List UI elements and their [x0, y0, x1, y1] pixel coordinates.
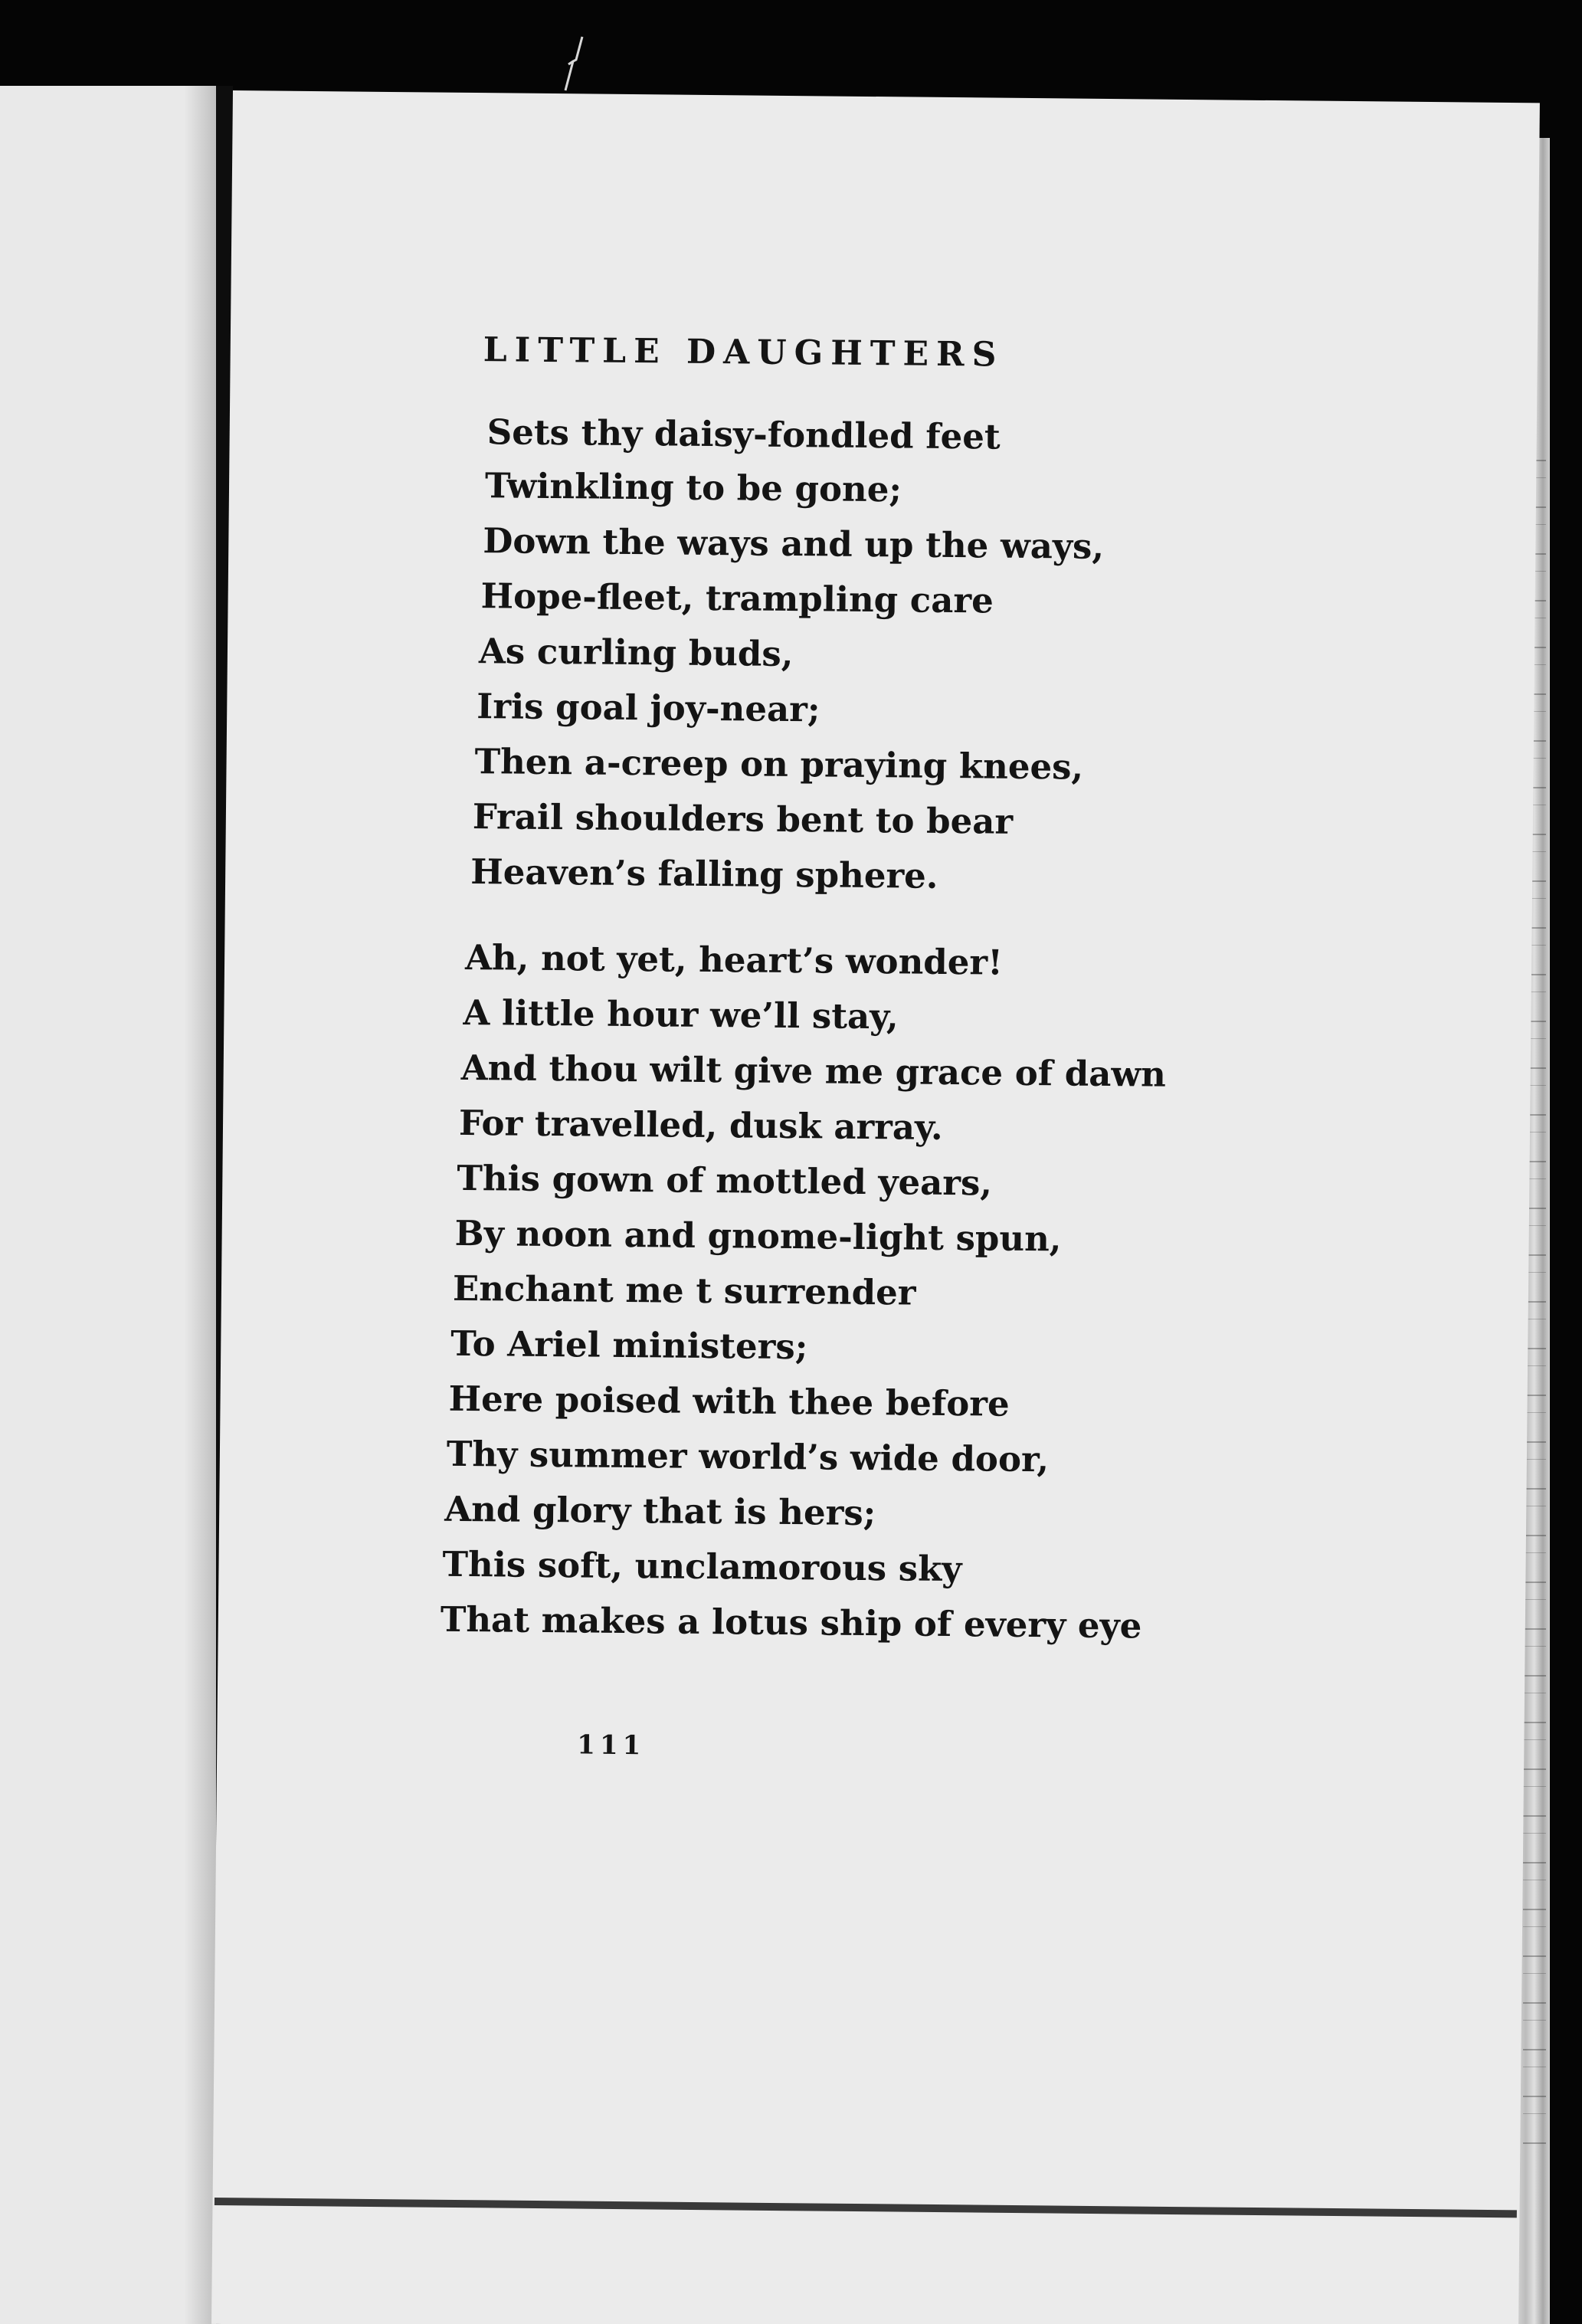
- verse-line: Frail shoulders bent to bear: [472, 796, 1014, 842]
- verse-line: Enchant me t surrender: [452, 1267, 916, 1313]
- left-page-shadow: [184, 86, 216, 2324]
- page-number: 111: [577, 1729, 646, 1762]
- verse-line: Here poised with thee before: [448, 1378, 1010, 1424]
- verse-line: A little hour we’ll stay,: [463, 992, 899, 1037]
- verse-line: Heaven’s falling sphere.: [470, 851, 938, 896]
- verse-line: Twinkling to be gone;: [484, 465, 902, 510]
- verse-line: Sets thy daisy-fondled feet: [486, 411, 1001, 457]
- verse-line: For travelled, dusk array.: [458, 1102, 943, 1148]
- verse-line: Iris goal joy-near;: [477, 686, 820, 730]
- verse-line: Then a-creep on praying knees,: [474, 741, 1084, 788]
- verse-line: By noon and gnome-light spun,: [454, 1212, 1062, 1260]
- verse-line: As curling buds,: [478, 631, 794, 675]
- pencil-mark-icon: [559, 31, 590, 92]
- verse-line: Down the ways and up the ways,: [483, 520, 1105, 567]
- verse-line: Hope-fleet, trampling care: [480, 575, 994, 621]
- poem-text-block: [211, 90, 1540, 2324]
- verse-line: This gown of mottled years,: [457, 1157, 993, 1204]
- verse-line: Ah, not yet, heart’s wonder!: [464, 936, 1004, 983]
- running-head: LITTLE DAUGHTERS: [483, 330, 1004, 375]
- verse-line: Thy summer world’s wide door,: [446, 1433, 1050, 1480]
- verse-line: And glory that is hers;: [444, 1488, 876, 1534]
- verse-line: And thou wilt give me grace of dawn: [460, 1047, 1167, 1095]
- verse-line: That makes a lotus ship of every eye: [440, 1598, 1142, 1647]
- book-page: [211, 90, 1540, 2324]
- verse-line: To Ariel ministers;: [450, 1323, 808, 1368]
- verse-line: This soft, unclamorous sky: [442, 1543, 962, 1590]
